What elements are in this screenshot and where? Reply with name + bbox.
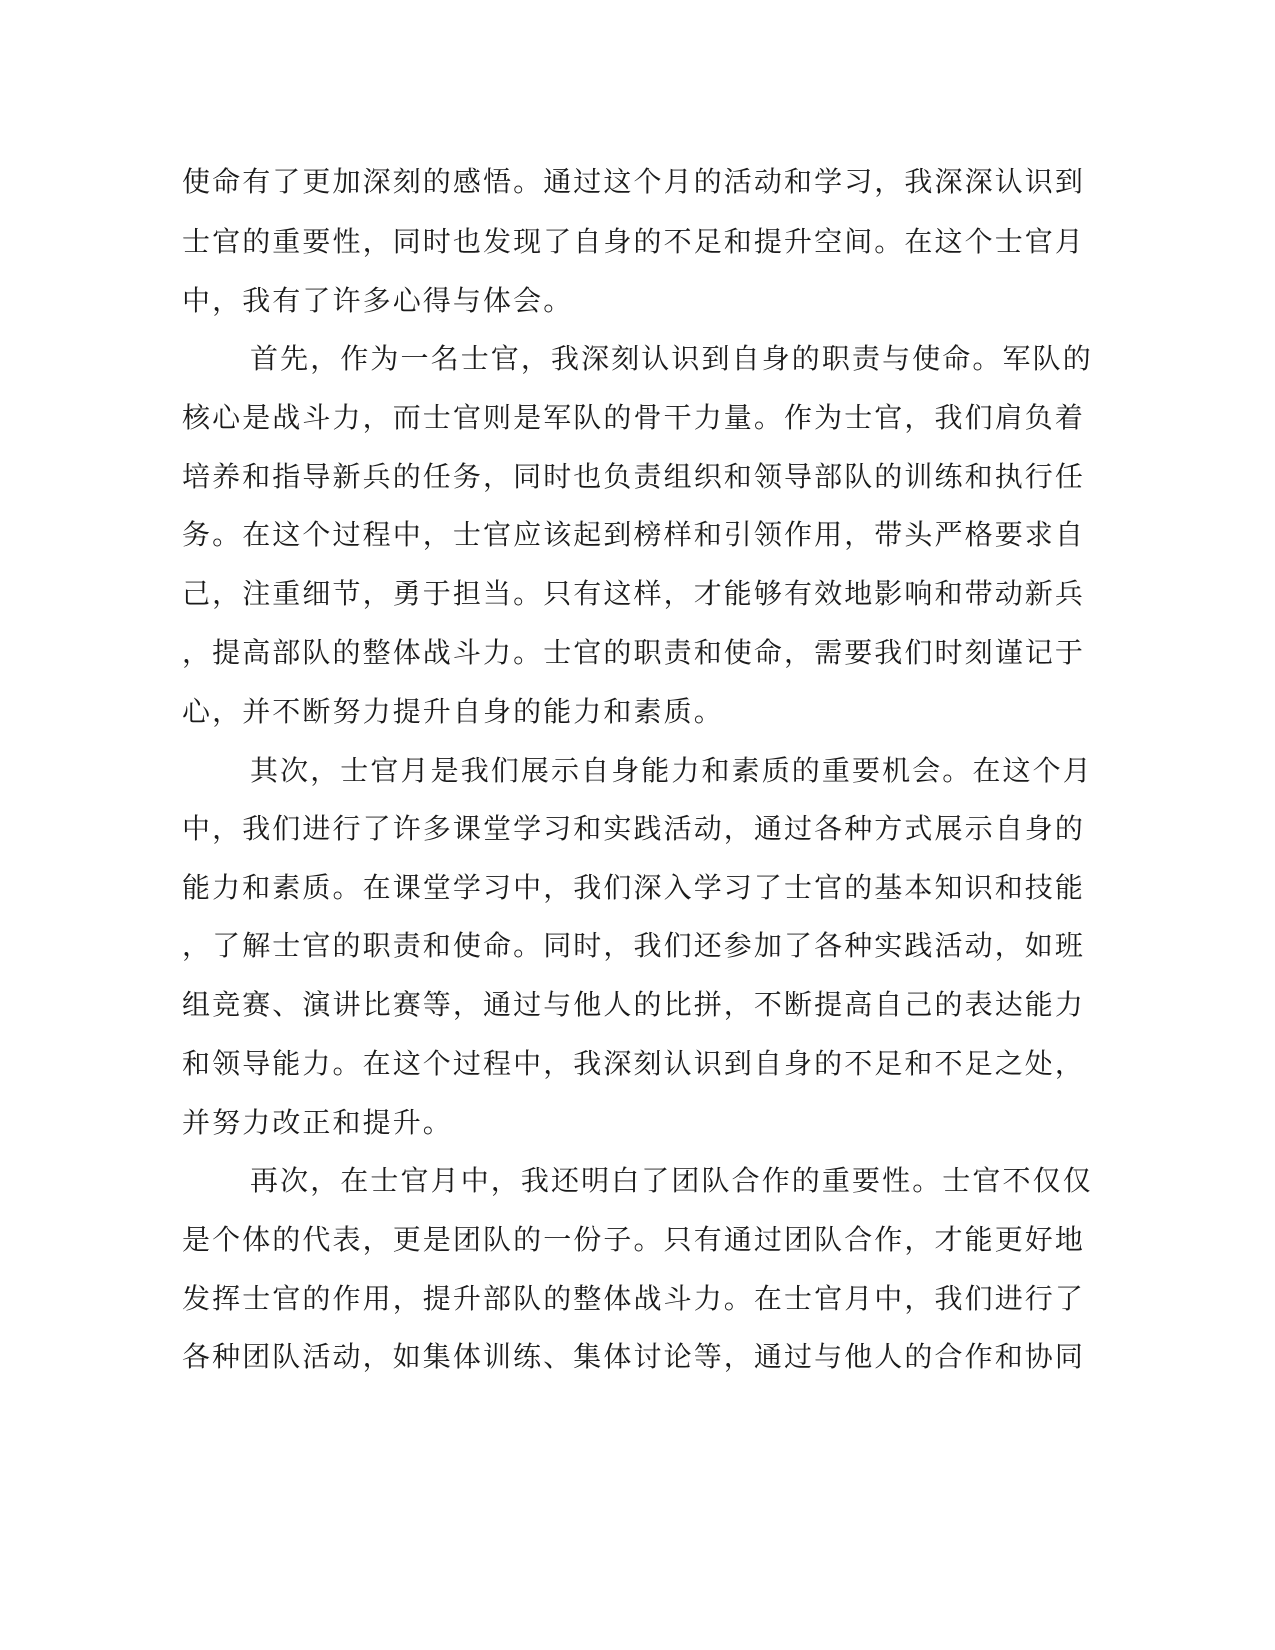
paragraph-first-line: 再次，在士官月中，我还明白了团队合作的重要性。士官不仅仅 bbox=[250, 1164, 1093, 1197]
text-line: 核心是战斗力，而士官则是军队的骨干力量。作为士官，我们肩负着 bbox=[182, 401, 1086, 434]
text-line: ，了解士官的职责和使命。同时，我们还参加了各种实践活动，如班 bbox=[182, 929, 1086, 962]
text-line: 培养和指导新兵的任务，同时也负责组织和领导部队的训练和执行任 bbox=[182, 460, 1086, 493]
text-line: 务。在这个过程中，士官应该起到榜样和引领作用，带头严格要求自 bbox=[182, 518, 1086, 551]
paragraph-first-line: 首先，作为一名士官，我深刻认识到自身的职责与使命。军队的 bbox=[250, 342, 1093, 375]
text-line: 是个体的代表，更是团队的一份子。只有通过团队合作，才能更好地 bbox=[182, 1223, 1086, 1256]
text-line: 中，我们进行了许多课堂学习和实践活动，通过各种方式展示自身的 bbox=[182, 812, 1086, 845]
text-line: ，提高部队的整体战斗力。士官的职责和使命，需要我们时刻谨记于 bbox=[182, 636, 1086, 669]
text-line: 心，并不断努力提升自身的能力和素质。 bbox=[182, 695, 724, 728]
text-line: 发挥士官的作用，提升部队的整体战斗力。在士官月中，我们进行了 bbox=[182, 1282, 1086, 1315]
text-line: 士官的重要性，同时也发现了自身的不足和提升空间。在这个士官月 bbox=[182, 225, 1086, 258]
text-line: 和领导能力。在这个过程中，我深刻认识到自身的不足和不足之处， bbox=[182, 1047, 1086, 1080]
text-line: 己，注重细节，勇于担当。只有这样，才能够有效地影响和带动新兵 bbox=[182, 577, 1086, 610]
text-line: 使命有了更加深刻的感悟。通过这个月的活动和学习，我深深认识到 bbox=[182, 165, 1086, 198]
text-line: 组竞赛、演讲比赛等，通过与他人的比拼，不断提高自己的表达能力 bbox=[182, 988, 1086, 1021]
text-line: 中，我有了许多心得与体会。 bbox=[182, 284, 574, 317]
paragraph-first-line: 其次，士官月是我们展示自身能力和素质的重要机会。在这个月 bbox=[250, 754, 1093, 787]
text-line: 能力和素质。在课堂学习中，我们深入学习了士官的基本知识和技能 bbox=[182, 871, 1086, 904]
text-line: 并努力改正和提升。 bbox=[182, 1106, 453, 1139]
text-line: 各种团队活动，如集体训练、集体讨论等，通过与他人的合作和协同 bbox=[182, 1340, 1086, 1373]
